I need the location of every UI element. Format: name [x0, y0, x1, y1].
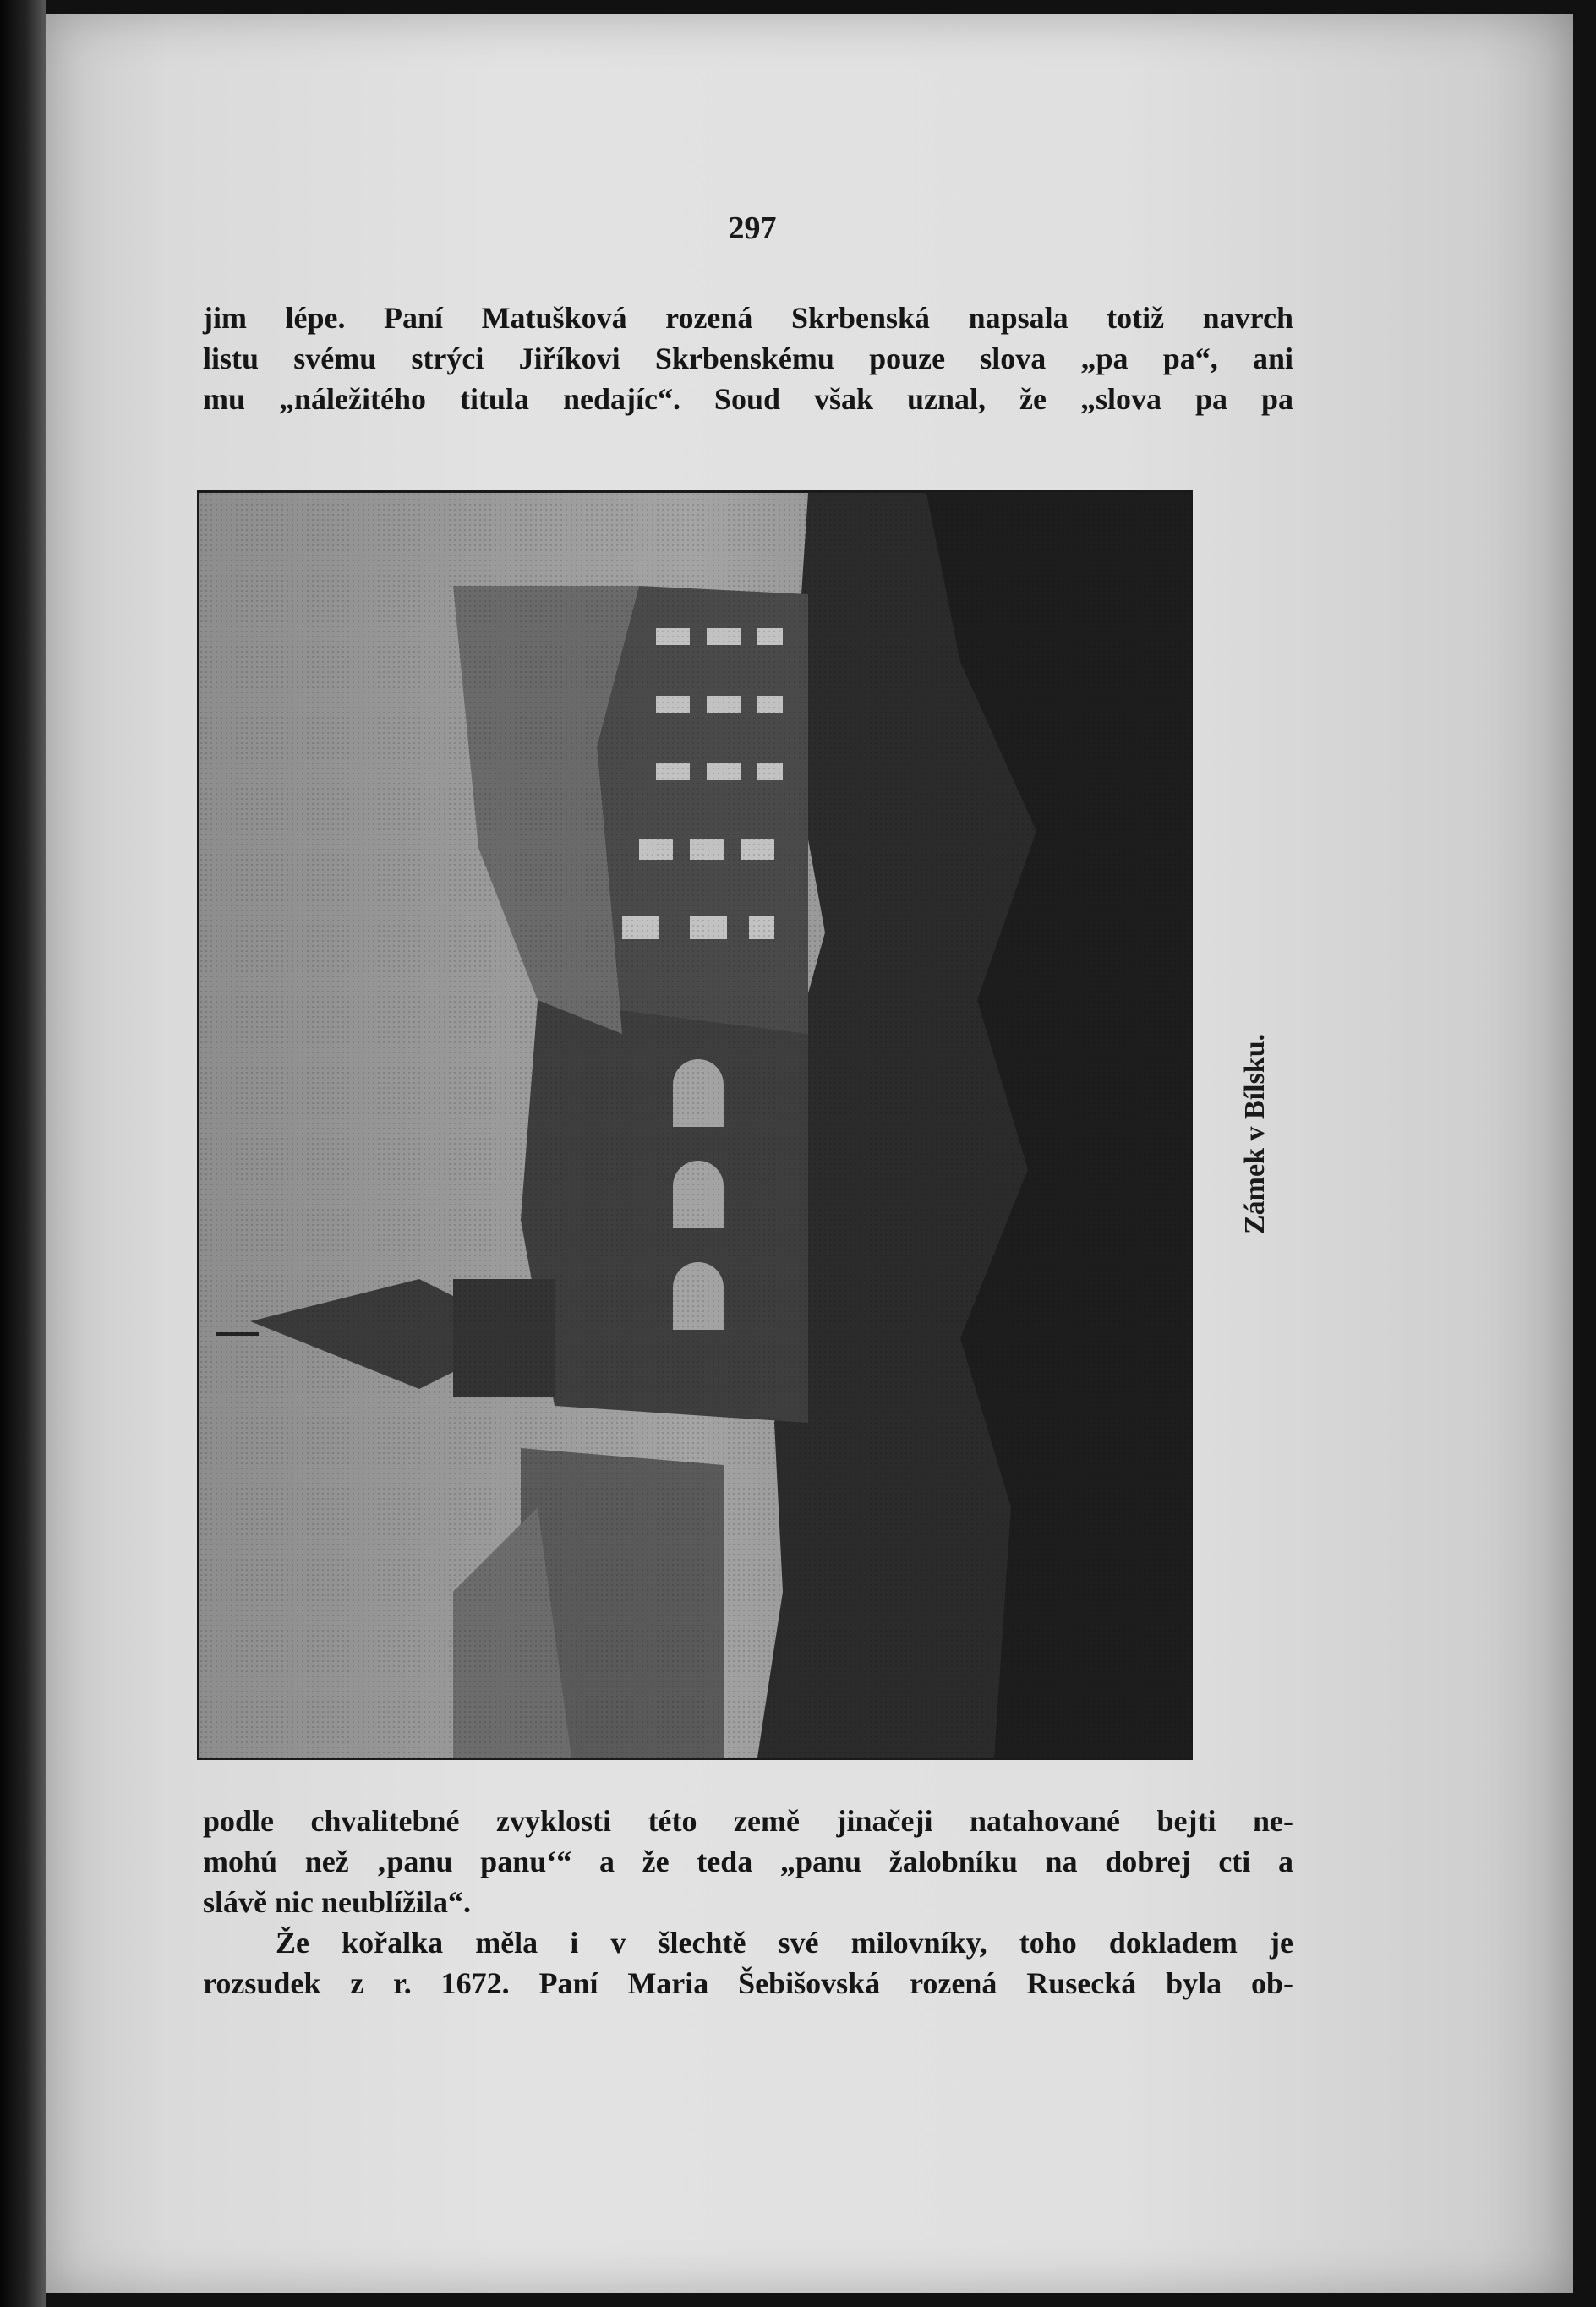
castle-photo-illustration: [200, 493, 1190, 1758]
text-line: mohú než ‚panu panu‘“ a že teda „panu žalobníku na dobrej cti a: [203, 1845, 1293, 1878]
text-line: rozsudek z r. 1672. Paní Maria Šebišovská rozená Rusecká byla ob-: [203, 1966, 1293, 2000]
text-line: Že kořalka měla i v šlechtě své milovníky, toho dokladem je: [276, 1926, 1293, 1960]
bottom-paragraph: [203, 1801, 1293, 2004]
text-line: jim lépe. Paní Matušková rozená Skrbenská napsala totiž navrch: [203, 301, 1293, 335]
top-paragraph: [203, 298, 1293, 419]
caption-text: Zámek v Bílsku.: [1239, 1033, 1271, 1234]
book-spine-edge: [0, 0, 46, 2307]
text-line: listu svému strýci Jiříkovi Skrbenskému pouze slova „pa pa“, ani: [203, 342, 1293, 375]
text-line: mu „náležitého titula nedajíc“. Soud však uznal, že „slova pa pa: [203, 382, 1293, 416]
photograph-castle: [197, 490, 1193, 1760]
text-line: podle chvalitebné zvyklosti této země jinačeji natahované bejti ne-: [203, 1804, 1293, 1838]
figure-caption: [1239, 1033, 1280, 1243]
text-line: slávě nic neublížila“.: [203, 1885, 472, 1919]
page-number: 297: [728, 210, 777, 246]
